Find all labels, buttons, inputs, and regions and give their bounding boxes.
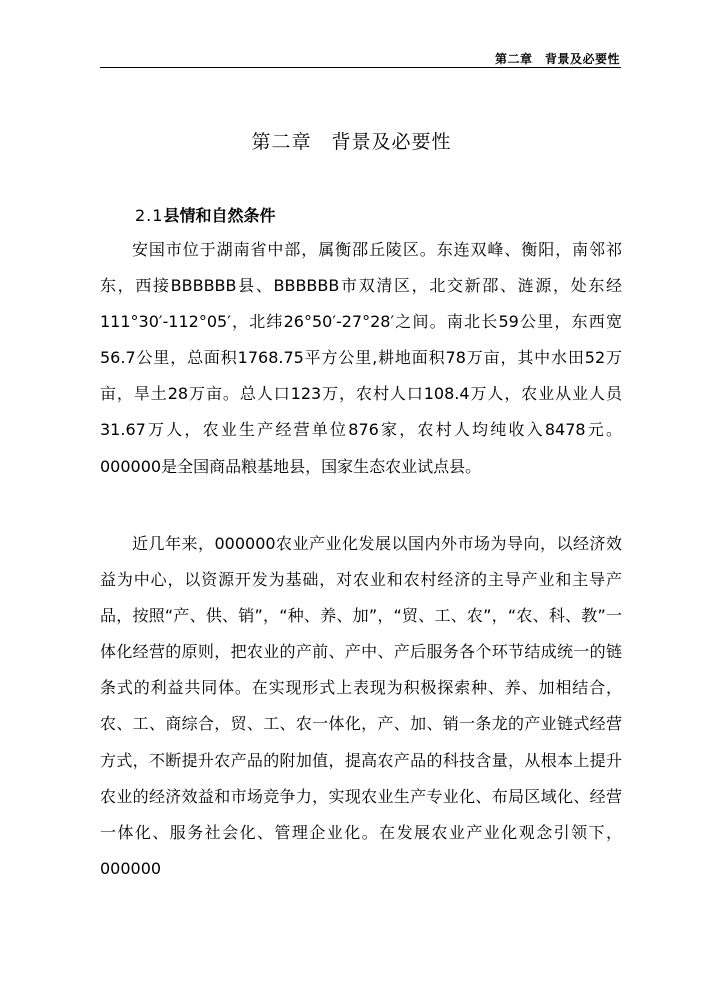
chapter-title: 第二章 背景及必要性 [251,131,452,153]
paragraph-county-overview: 安国市位于湖南省中部，属衡邵丘陵区。东连双峰、衡阳，南邻祁东，西接BBBBBB县、BBBBBB市双清区，北交新邵、涟源，处东经111°30′-112°05′，北纬26°50′-27°28′之间。南北长59公里，东西宽56.7公里，总面积1768.75平方公里,耕地面积78万亩，其中水田52万亩，旱土28万亩。总人口123万，农村人口108.4万人，农业从业人员31.67万人，农业生产经营单位876家，农村人均纯收入8478元。000000是全国商品粮基地县，国家生态农业试点县。 [100,240,622,476]
paragraph-industrialization: 近几年来，000000农业产业化发展以国内外市场为导向，以经济效益为中心，以资源开发为基础，对农业和农村经济的主导产业和主导产品，按照“产、供、销”，“种、养、加”，“贸、工、农”，“农、科、教”一体化经营的原则，把农业的产前、产中、产后服务各个环节结成统一的链条式的利益共同体。在实现形式上表现为积极探索种、养、加相结合，农、工、商综合，贸、工、农一体化，产、加、销一条龙的产业链式经营方式，不断提升农产品的附加值，提高农产品的科技含量，从根本上提升农业的经济效益和市场竞争力，实现农业生产专业化、布局区域化、经营一体化、服务社会化、管理企业化。在发展农业产业化观念引领下，000000 [100,534,622,878]
running-header: 第二章 背景及必要性 [494,52,620,66]
header-divider [100,67,621,68]
section-title: 县情和自然条件 [163,206,276,225]
section-heading [135,203,275,226]
section-number: 2.1 [135,206,164,225]
